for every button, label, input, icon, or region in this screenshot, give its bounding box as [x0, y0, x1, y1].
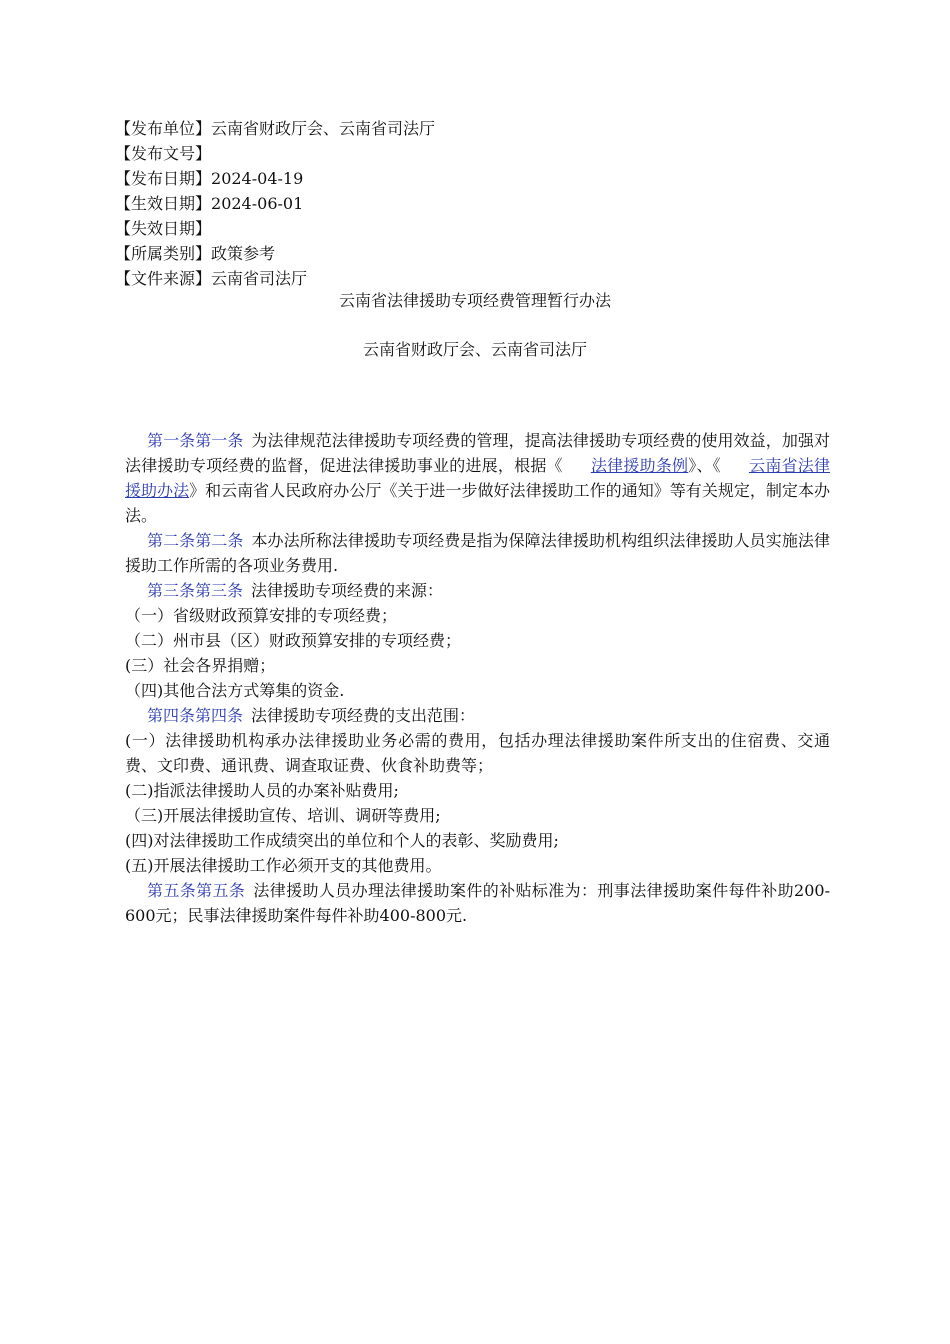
article-2 — [125, 528, 830, 578]
meta-label: 【文件来源】 — [115, 269, 212, 288]
meta-label: 【所属类别】 — [115, 244, 212, 263]
meta-row-category — [115, 241, 435, 266]
meta-label: 【发布日期】 — [115, 169, 212, 188]
meta-value: 2024-04-19 — [211, 169, 304, 188]
article-label: 第五条第五条 — [147, 881, 246, 900]
article-label: 第一条第一条 — [147, 431, 244, 450]
article-1 — [125, 428, 830, 528]
meta-value: 2024-06-01 — [211, 194, 304, 213]
article-text: 法律援助专项经费的来源： — [251, 581, 444, 600]
meta-row-doc-number — [115, 141, 435, 166]
meta-label: 【生效日期】 — [115, 194, 212, 213]
document-title: 云南省法律援助专项经费管理暂行办法 — [338, 291, 611, 310]
meta-row-source — [115, 266, 435, 291]
list-item: (四)对法律援助工作成绩突出的单位和个人的表彰、奖励费用; — [125, 831, 559, 850]
meta-row-publish-date — [115, 166, 435, 191]
list-item: (二)指派法律援助人员的办案补贴费用; — [125, 781, 399, 800]
meta-value: 云南省财政厅会、云南省司法厅 — [211, 119, 436, 138]
meta-label: 【失效日期】 — [115, 219, 212, 238]
list-item: （二）州市县（区）财政预算安排的专项经费； — [125, 631, 462, 650]
article-label: 第四条第四条 — [147, 706, 244, 725]
article-text: 》和云南省人民政府办公厅《关于进一步做好法律援助工作的通知》等有关规定，制定本办法。 — [125, 481, 830, 525]
list-item: （三)开展法律援助宣传、培训、调研等费用; — [125, 806, 441, 825]
list-item: （一）省级财政预算安排的专项经费； — [125, 606, 398, 625]
list-item: （四)其他合法方式筹集的资金. — [125, 681, 345, 700]
meta-row-publisher — [115, 116, 435, 141]
meta-label: 【发布文号】 — [115, 144, 212, 163]
article-text: 法律援助专项经费的支出范围： — [251, 706, 476, 725]
list-item: (五)开展法律援助工作必须开支的其他费用。 — [125, 856, 442, 875]
list-item: (三）社会各界捐赠； — [125, 656, 276, 675]
meta-value: 云南省司法厅 — [211, 269, 308, 288]
metadata-block — [115, 116, 435, 291]
link-yunnan-legal-aid-measures[interactable]: 云南省法律援助办法 — [125, 456, 830, 500]
article-5 — [125, 878, 830, 928]
article-label: 第二条第二条 — [147, 531, 244, 550]
meta-value: 政策参考 — [211, 244, 276, 263]
article-4 — [125, 703, 830, 728]
article-3 — [125, 578, 830, 603]
article-text: 为法律规范法律援助专项经费的管理，提高法律援助专项经费的使用效益，加强对法律援助专项经费的监督，促进法律援助事业的进展，根据《 — [125, 431, 830, 475]
meta-label: 【发布单位】 — [115, 119, 212, 138]
article-text: 本办法所称法律援助专项经费是指为保障法律援助机构组织法律援助人员实施法律援助工作所需的各项业务费用. — [125, 531, 830, 575]
link-legal-aid-regulations[interactable]: 法律援助条例 — [590, 456, 689, 475]
article-label: 第三条第三条 — [147, 581, 244, 600]
article-text: 法律援助人员办理法律援助案件的补贴标准为：刑事法律援助案件每件补助200-600元；民事法律援助案件每件补助400-800元. — [125, 881, 830, 925]
document-issuer: 云南省财政厅会、云南省司法厅 — [362, 340, 587, 359]
article-text: 》、《 — [688, 456, 721, 475]
list-item: (一）法律援助机构承办法律援助业务必需的费用，包括办理法律援助案件所支出的住宿费、交通费、文印费、通讯费、调查取证费、伙食补助费等； — [125, 731, 830, 775]
meta-row-effective-date — [115, 191, 435, 216]
document-body — [125, 428, 830, 928]
meta-row-expiry-date — [115, 216, 435, 241]
